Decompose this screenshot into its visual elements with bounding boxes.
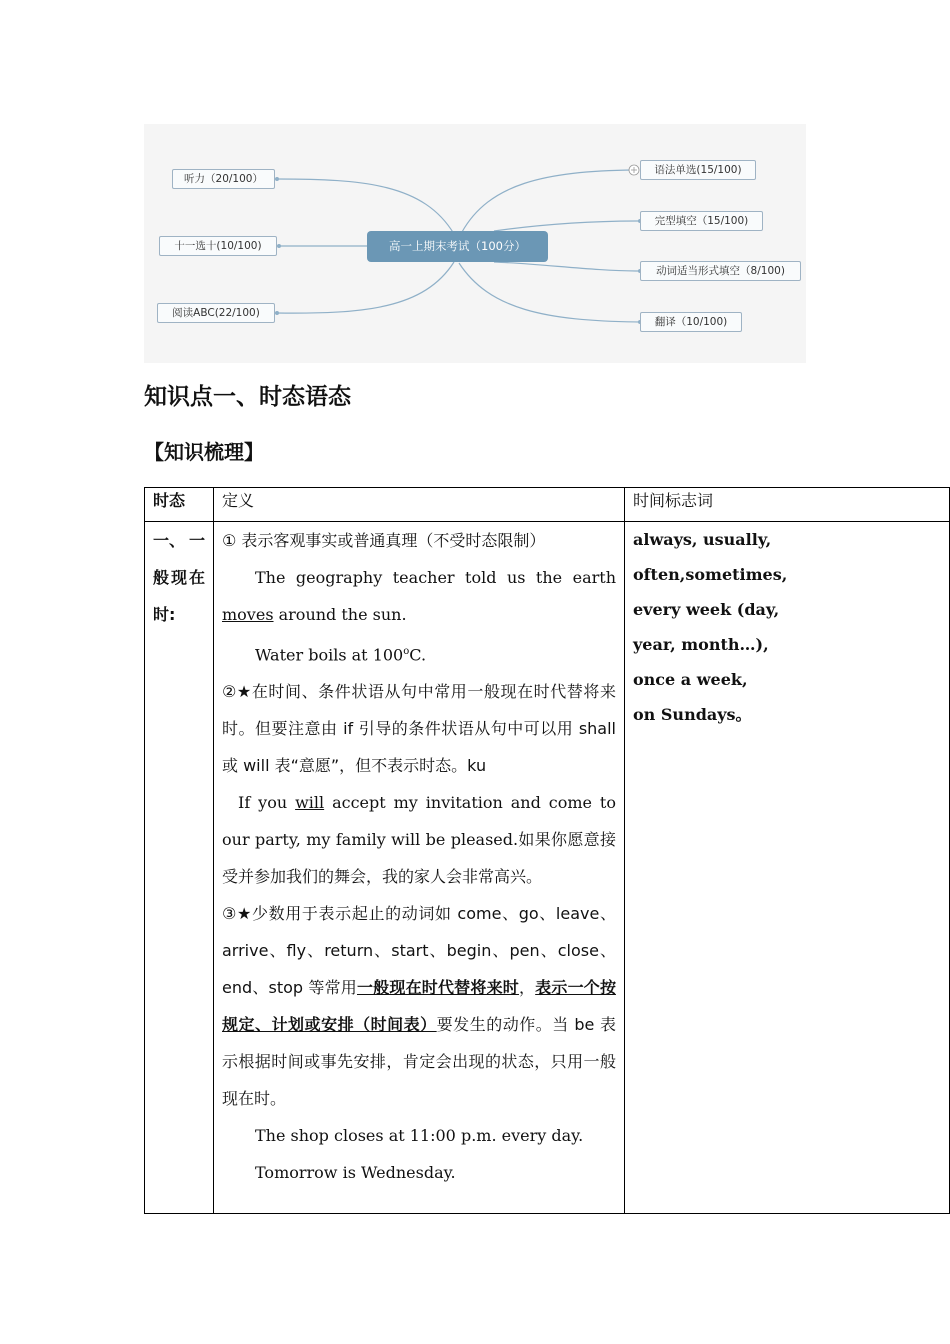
example-sentence-3: If you will accept my invitation and come to our party, my family will be pleased.如果你愿意接受并参加我们的舞会，我的家人会非常高兴。 [222,793,616,887]
mind-map-node-grammar[interactable]: 语法单选(15/100) [640,160,756,180]
mind-map-node-translation[interactable]: 翻译（10/100) [640,312,742,332]
tense-label-part: 时: [153,605,176,624]
signal-word-line: once a week, [633,670,748,689]
definition-point-2: ②★在时间、条件状语从句中常用一般现在时代替将来时。但要注意由 if 引导的条件状语从句中可以用 shall 或 will 表“意愿”，但不表示时态。ku [222,682,616,776]
expand-icon [629,165,639,175]
table-header-row [145,488,950,522]
tense-label-part: 现 [170,568,187,587]
signal-words-cell [625,522,950,1214]
tense-label-part: 一 [188,531,205,550]
signal-word-line: always, usually, [633,530,772,549]
mind-map-node-listening[interactable]: 听力（20/100） [172,169,275,189]
mind-map-node-cloze[interactable]: 完型填空（15/100) [640,211,763,231]
definition-point-3: ③★少数用于表示起止的动词如 come、go、leave、arrive、fly、return、start、begin、pen、close、end、stop 等常用一般现在时代替将来时，表示一个按规定、计划或安排（时间表）要发生的动作。当 be 表示根据时间或事先安排，肯定会出现的状态，只用一般现在时。 [222,904,616,1109]
header-definition: 定义 [214,488,625,522]
subsection-title: 【知识梳理】 [144,440,264,464]
tense-name-cell [145,522,214,1214]
table-row [145,522,950,1214]
mind-map-node-verb-forms[interactable]: 动词适当形式填空（8/100) [640,261,801,281]
header-tense: 时态 [145,488,214,522]
signal-word-line: year, month…), [633,635,769,654]
mind-map-center-node[interactable]: 高一上期末考试（100分） [367,231,548,262]
definition-point-1: ① 表示客观事实或普通真理（不受时态限制） [222,531,546,550]
mind-map [144,124,806,363]
mind-map-node-reading[interactable]: 阅读ABC(22/100) [157,303,275,323]
signal-word-line: often,sometimes, [633,565,788,584]
signal-word-line: every week (day, [633,600,780,619]
tense-label-part: 一、 [153,531,186,550]
tense-label-part: 在 [188,568,205,587]
definition-cell [214,522,625,1214]
tense-label-part: 般 [153,568,170,587]
header-signal-words: 时间标志词 [625,488,950,522]
knowledge-table [144,487,950,1214]
example-sentence-1: The geography teacher told us the earth moves around the sun. [222,568,616,624]
signal-word-line: on Sundays。 [633,705,752,724]
example-sentence-2: Water boils at 100$^o$C. [255,645,427,665]
example-sentence-4: The shop closes at 11:00 p.m. every day. [255,1126,584,1146]
section-title: 知识点一、时态语态 [144,384,351,410]
example-sentence-5: Tomorrow is Wednesday. [255,1163,456,1183]
mind-map-node-cloze-choice[interactable]: 十一选十(10/100) [159,236,277,256]
